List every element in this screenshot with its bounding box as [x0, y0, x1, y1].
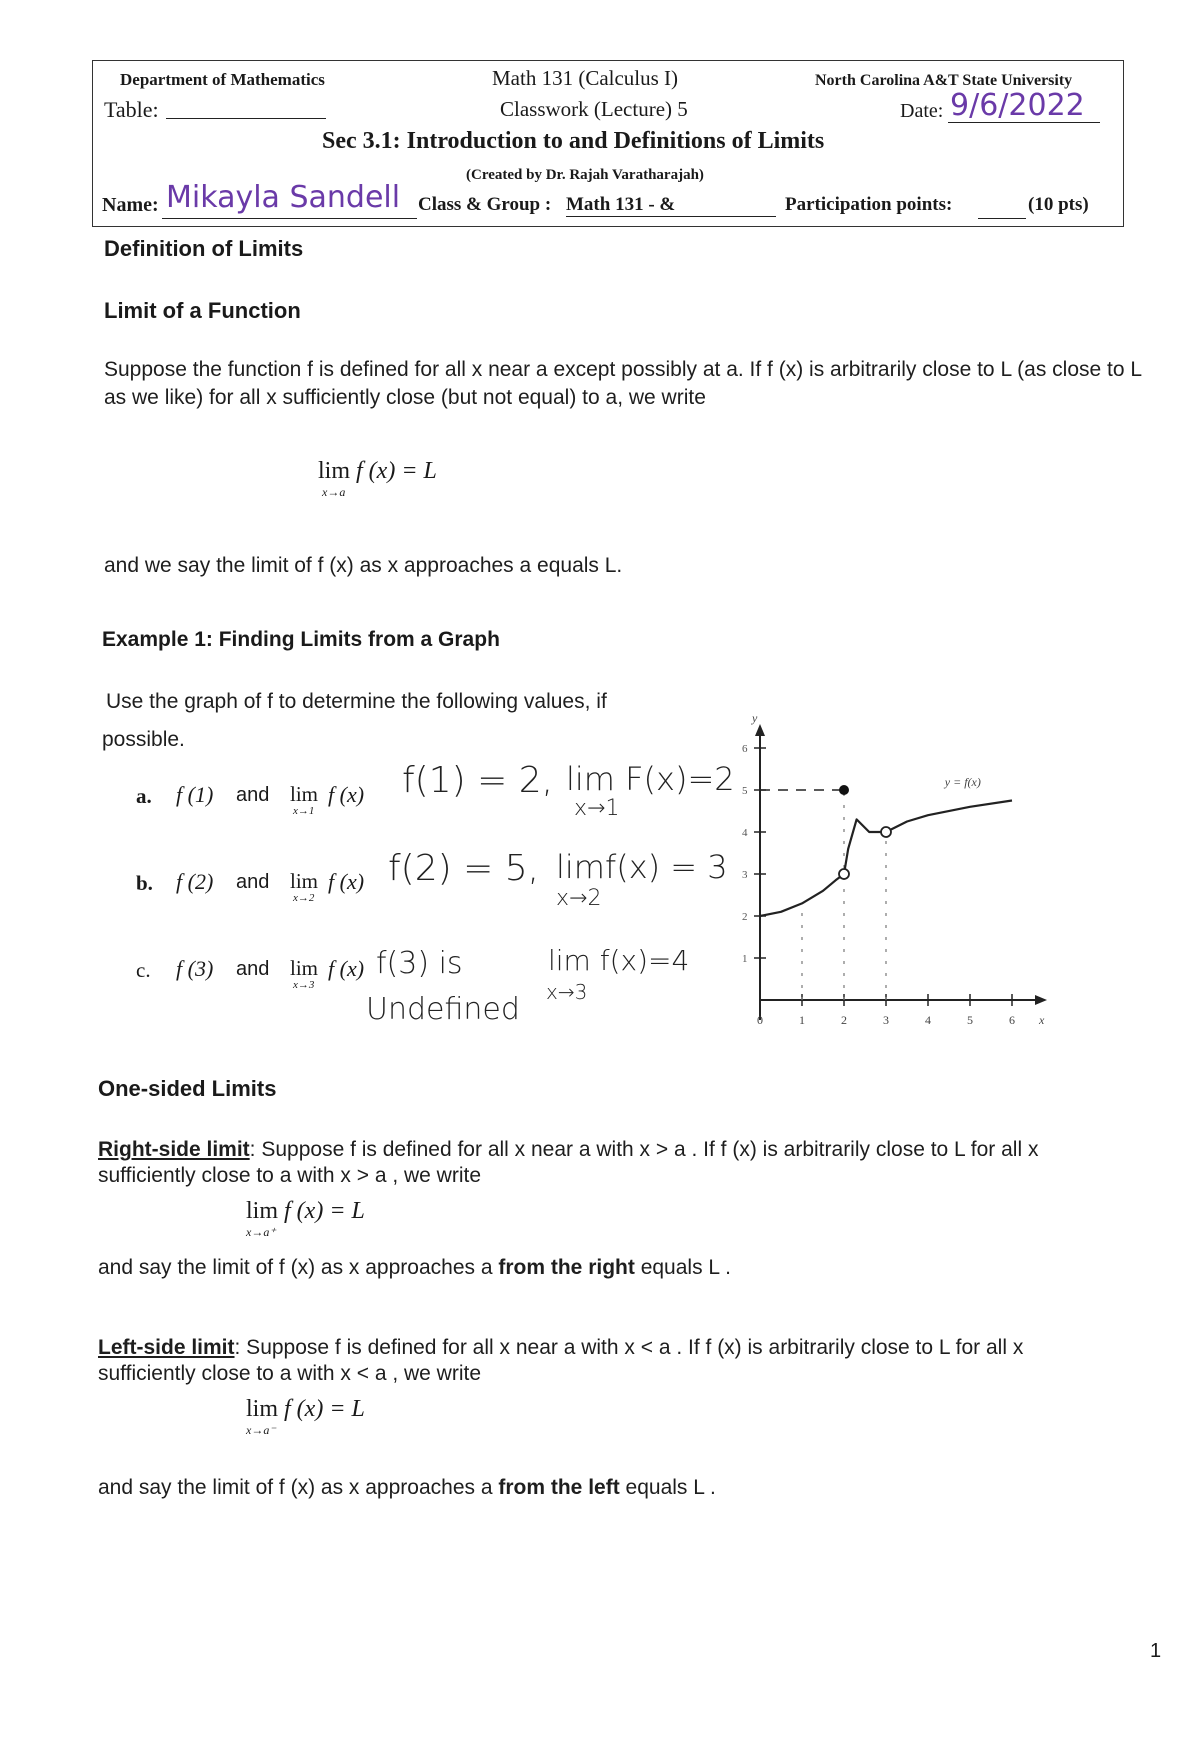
example-instruction-1: Use the graph of f to determine the following values, if — [106, 690, 607, 713]
x-tick-label: 6 — [1009, 1013, 1015, 1027]
left-lim-sub: x→a⁻ — [246, 1423, 276, 1437]
curve-segment — [760, 874, 844, 916]
participation-label: Participation points: — [785, 194, 953, 215]
x-tick-label: 0 — [757, 1013, 763, 1027]
x-tick-label: 4 — [925, 1013, 931, 1027]
open-point — [881, 827, 891, 837]
right-limit-line-2: sufficiently close to a with x > a , we write — [98, 1164, 482, 1187]
item-b-and: and — [236, 871, 270, 893]
formula-rhs: f (x) = L — [356, 458, 437, 484]
item-b-limf: f (x) — [328, 869, 365, 894]
item-c-answer-sub: x→3 — [546, 980, 588, 1004]
participation-field[interactable] — [978, 194, 1026, 219]
curve-label: y = f(x) — [944, 774, 981, 789]
participation-total: (10 pts) — [1028, 194, 1089, 215]
date-label: Date: — [900, 100, 944, 122]
right-limit-conclusion — [98, 1254, 731, 1281]
x-tick-label: 5 — [967, 1013, 973, 1027]
right-conclusion-bold: from the right — [498, 1256, 635, 1279]
item-c-answer-f2: Undefined — [366, 992, 520, 1027]
item-a-answer-lim: lim F(x)=2 — [566, 760, 735, 798]
right-conclusion-post: equals L . — [634, 1256, 731, 1279]
x-tick-label: 3 — [883, 1013, 889, 1027]
item-c-lim-sub: x→3 — [293, 979, 315, 991]
department-label: Department of Mathematics — [120, 70, 325, 89]
item-a-func: f (1) — [176, 782, 214, 807]
item-a-lim: lim — [290, 782, 319, 806]
item-c-answer-f: f(3) is — [376, 946, 463, 981]
name-label: Name: — [102, 194, 159, 216]
y-axis-label: y — [752, 711, 758, 725]
definition-heading: Definition of Limits — [104, 236, 304, 261]
definition-paragraph-2: as we like) for all x sufficiently close (but not equal) to a, we write — [104, 386, 706, 409]
item-a-answer-f: f(1) = 2, — [402, 760, 554, 801]
item-c-func: f (3) — [176, 956, 214, 981]
x-tick-label: 1 — [799, 1013, 805, 1027]
item-b-func: f (2) — [176, 869, 214, 894]
class-group-label: Class & Group : — [418, 194, 552, 215]
created-by: (Created by Dr. Rajah Varatharajah) — [466, 167, 704, 183]
y-axis-arrow — [755, 724, 765, 736]
definition-conclusion: and we say the limit of f (x) as x approaches a equals L. — [104, 554, 623, 577]
left-limit-label: Left-side limit — [98, 1336, 235, 1359]
limit-graph — [720, 640, 1100, 1060]
table-label: Table: — [104, 97, 159, 122]
right-lim-symbol: lim — [246, 1198, 279, 1224]
left-conclusion-pre: and say the limit of f (x) as x approaches a — [98, 1476, 499, 1499]
y-tick-label: 4 — [742, 827, 748, 839]
y-tick-label: 3 — [742, 869, 748, 881]
right-limit-line-1 — [98, 1136, 1038, 1163]
x-axis-arrow — [1035, 995, 1047, 1005]
y-tick-label: 6 — [742, 743, 748, 755]
example-title: Example 1: Finding Limits from a Graph — [102, 628, 500, 651]
left-limit-text: : Suppose f is defined for all x near a with x < a . If f (x) is arbitrarily close to L for all x — [234, 1336, 1024, 1359]
item-b-answer-lim: limf(x) = 3 — [556, 848, 728, 886]
page-number: 1 — [1150, 1640, 1162, 1662]
left-limit-conclusion — [98, 1474, 716, 1501]
name-value: Mikayla Sandell — [166, 180, 401, 215]
item-c-lim: lim — [290, 956, 319, 980]
closed-point — [839, 785, 849, 795]
y-tick-label: 1 — [742, 953, 748, 965]
left-conclusion-post: equals L . — [619, 1476, 716, 1499]
curve-segment — [886, 801, 1012, 833]
right-lim-sub: x→a⁺ — [246, 1225, 276, 1239]
table-field[interactable] — [166, 96, 326, 119]
item-c-answer-lim: lim f(x)=4 — [548, 944, 690, 977]
left-lim-rhs: f (x) = L — [284, 1396, 365, 1422]
item-a-answer-sub: x→1 — [574, 796, 620, 821]
item-b-letter: b. — [136, 871, 153, 895]
left-limit-line-1 — [98, 1334, 1023, 1361]
item-b-lim: lim — [290, 869, 319, 893]
open-point — [839, 869, 849, 879]
item-c-and: and — [236, 958, 270, 980]
lim-symbol: lim — [318, 458, 351, 484]
item-b-lim-sub: x→2 — [293, 892, 315, 904]
item-b-answer-f: f(2) = 5, — [388, 848, 540, 889]
one-sided-heading: One-sided Limits — [98, 1076, 277, 1101]
class-group-field[interactable]: Math 131 - & — [566, 194, 776, 217]
left-limit-formula — [246, 1396, 365, 1438]
limit-formula — [318, 458, 437, 500]
classwork-label: Classwork (Lecture) 5 — [500, 97, 688, 121]
date-value: 9/6/2022 — [950, 88, 1085, 123]
right-conclusion-pre: and say the limit of f (x) as x approaches a — [98, 1256, 499, 1279]
right-limit-formula — [246, 1198, 365, 1240]
course-label: Math 131 (Calculus I) — [492, 66, 679, 90]
definition-paragraph-1: Suppose the function f is defined for all x near a except possibly at a. If f (x) is arbitrarily close to L (as close to L — [104, 358, 1143, 381]
item-a-lim-sub: x→1 — [293, 805, 315, 817]
curve-segment — [844, 819, 886, 874]
item-a-limf: f (x) — [328, 782, 365, 807]
limit-subheading: Limit of a Function — [104, 298, 301, 323]
x-tick-label: 2 — [841, 1013, 847, 1027]
left-conclusion-bold: from the left — [498, 1476, 620, 1499]
item-b-answer-sub: x→2 — [556, 886, 602, 911]
x-axis-label: x — [1039, 1013, 1045, 1027]
right-lim-rhs: f (x) = L — [284, 1198, 365, 1224]
section-title: Sec 3.1: Introduction to and Definitions of Limits — [322, 128, 825, 154]
item-a-and: and — [236, 784, 270, 806]
left-limit-line-2: sufficiently close to a with x < a , we write — [98, 1362, 482, 1385]
item-c-letter: c. — [136, 958, 151, 982]
example-instruction-2: possible. — [102, 728, 185, 751]
item-c-limf: f (x) — [328, 956, 365, 981]
left-lim-symbol: lim — [246, 1396, 279, 1422]
formula-sub: x→a — [322, 485, 346, 499]
y-tick-label: 2 — [742, 911, 748, 923]
item-a-letter: a. — [136, 784, 152, 808]
university-label: North Carolina A&T State University — [815, 72, 1073, 89]
right-limit-label: Right-side limit — [98, 1138, 250, 1161]
y-tick-label: 5 — [742, 785, 748, 797]
right-limit-text: : Suppose f is defined for all x near a with x > a . If f (x) is arbitrarily close to L for all x — [249, 1138, 1039, 1161]
